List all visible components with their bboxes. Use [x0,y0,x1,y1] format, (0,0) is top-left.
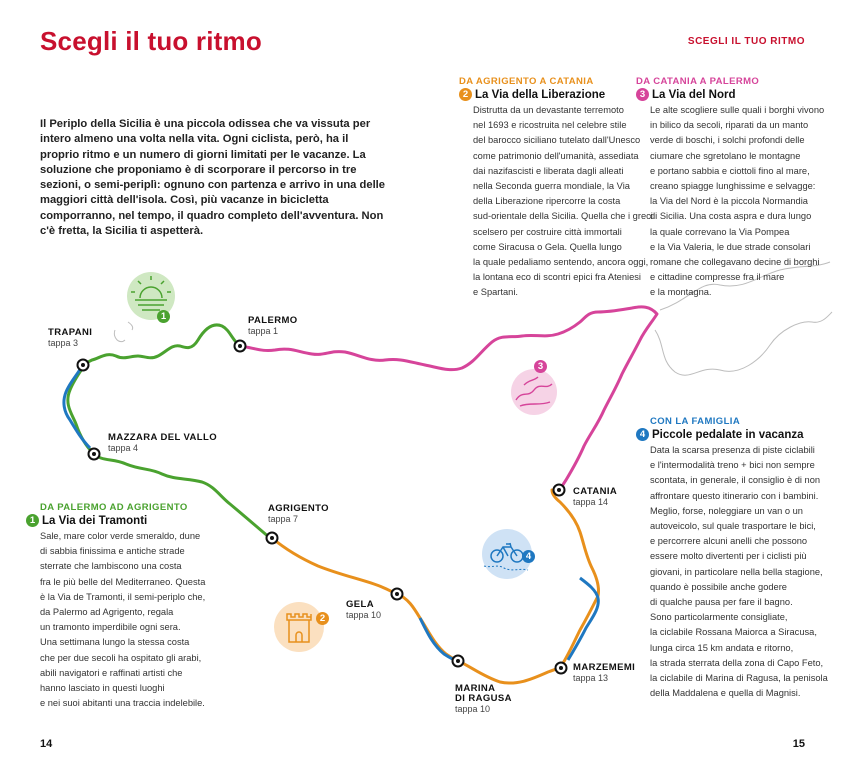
section-body-line: scelsero per costruire città immortali [473,226,622,237]
section-body-line: da Palermo ad Agrigento, regala [40,607,174,618]
section-title: 1 La Via dei Tramonti [26,514,226,527]
section-number-badge: 1 [26,514,39,527]
section-body-line: e nei suoi abitanti una traccia indelebile. [40,698,205,709]
section-title: 3 La Via del Nord [636,88,836,101]
map-badge-2: 2 [316,612,329,625]
section-kicker: DA PALERMO AD AGRIGENTO [40,502,188,513]
intro-paragraph: Il Periplo della Sicilia è una piccola odissea che va vissuta per intero almeno una volta nella vita. Ogni ciclista, però, ha il proprio ritmo e un numero di giorni limitati per le vacanze. La soluzione che proponiamo è di scorporare il percorso in tre sezioni, o semi-periplì: ognuno con partenza e arrivo in una delle maggiori città dell'isola. Così, più vacanze in bicicletta comporranno, nel tempo, il quadro completo dell'avventura. Non c'è fretta, la Sicilia ti aspetterà. [40,118,386,238]
section-body-line: come Siracusa o Gela. Quella lungo [473,241,622,252]
section-body-line: sterrate che lambiscono una costa [40,561,182,572]
section-body-line: e percorrere alcuni anelli che possono [650,536,808,547]
section-body-line: e l'intermodalità treno + bici non sempre [650,460,815,471]
section-body-line: è la Via de Tramonti, il semi-periplo che, [40,591,206,602]
section-body-line: Sale, mare color verde smeraldo, dune [40,531,201,541]
section-body-line: in bilico da secoli, riparati da un manto [650,120,809,131]
running-head: SCEGLI IL TUO RITMO [687,36,805,47]
calabria-coastline-south [655,312,832,375]
section-body-line: verde di boschi, i solchi profondi delle [650,135,805,146]
section-body-line: Le alte scogliere sulle quali i borghi vivono [650,105,825,115]
section-body-line: e cittadine compresse fra il mare [650,272,785,283]
section-title: 2 La Via della Liberazione [459,88,634,101]
section-body-line: del barocco siciliano tutelato dall'Unesco [473,135,641,146]
section-via-del-nord [636,76,836,301]
city-label-palermo: PALERMO tappa 1 [248,315,298,336]
section-body-line: Sono particolarmente consigliate, [650,612,788,623]
section-body-line: come patrimonio dell'umanità, assediata [473,150,639,161]
city-label-gela: GELA tappa 10 [346,599,382,620]
map-badge-1: 1 [157,310,170,323]
section-piccole-pedalate [636,416,836,701]
section-number-badge: 3 [636,88,649,101]
section-title: 4 Piccole pedalate in vacanza [636,428,836,441]
section-kicker: CON LA FAMIGLIA [650,416,741,427]
section-body-line: e Spartani. [473,287,518,298]
section-body-line: un tramonto imperdibile ogni sera. [40,622,181,633]
section-body-line: e la montagna. [650,287,712,298]
section-body-line: la lontana eco di scontri epici fra Ateniesi [473,272,641,283]
section-body-line: creano spiagge lunghissime e selvagge: [650,181,816,192]
section-body-line: abili navigatori e raffinati artisti che [40,667,183,678]
section-via-dei-tramonti [26,502,226,711]
section-body-line: della Maddalena e quella di Magnisi. [650,688,801,699]
egadi-islands [114,322,132,342]
section-body-line: e portano sabbia e ciottoli fino al mare, [650,165,810,176]
section-body [26,529,226,711]
section-body-line: la ciclabile Rossana Maiorca a Siracusa, [650,627,817,638]
section-body-line: autoveicolo, sul quale trasportare le bici, [650,521,816,532]
section-body-line: affrontare questo itinerario con i bambini. [650,490,819,501]
section-number-badge: 2 [459,88,472,101]
section-body-line: di Sicilia. Una costa aspra e dura lungo [650,211,812,222]
city-label-trapani: TRAPANI tappa 3 [48,327,93,348]
section-body-line: fra le più belle del Mediterraneo. Questa [40,576,206,587]
section-body [636,443,836,701]
section-body-line: della Liberazione ripercorre la costa [473,196,621,207]
section-body-line: dai nazifascisti e liberata dagli alleati [473,165,624,176]
section-kicker: DA CATANIA A PALERMO [636,76,760,87]
section-body-line: Distrutta da un devastante terremoto [473,105,624,115]
section-body-line: nel 1693 e ricostruita nel celebre stile [473,120,627,131]
map-badge-3: 3 [534,360,547,373]
city-label-marina-di-ragusa: MARINA DI RAGUSA tappa 10 [455,683,512,714]
section-number-badge: 4 [636,428,649,441]
section-body-line: che per due secoli ha ospitato gli arabi, [40,652,202,663]
city-label-marzememi: MARZEMEMI tappa 13 [573,662,636,683]
page-number-right: 15 [792,738,805,750]
section-body-line: la quale correvano la Via Pompea [650,226,790,237]
section-body [636,103,836,301]
section-body-line: la quale pedaliamo sentendo, ancora oggi, [473,257,649,268]
section-via-della-liberazione [459,76,653,301]
section-body-line: giovani, in particolare nella bella stagione, [650,566,823,577]
section-body-line: quando è possibile anche godere [650,581,787,592]
section-body-line: la strada sterrata della zona di Capo Feto, [650,657,824,668]
section-body-line: scontata, in generale, il consiglio è di non [650,475,821,486]
city-label-mazzara: MAZZARA DEL VALLO tappa 4 [108,432,218,453]
section-body [459,103,653,301]
section-body-line: la ciclabile di Marina di Ragusa, la penisola [650,673,828,684]
city-label-agrigento: AGRIGENTO tappa 7 [268,503,329,524]
castle-tower-icon [274,602,324,652]
section-body-line: Data la scarsa presenza di piste ciclabili [650,445,815,455]
section-body-line: lunga circa 15 km andata e ritorno, [650,642,794,653]
section-body-line: romane che collegavano decine di borghi [650,257,820,268]
section-body-line: di sabbia finissima e antiche strade [40,546,185,557]
section-body-line: la Via del Nord è la piccola Normandia [650,196,808,207]
section-body-line: hanno lasciato in questi luoghi [40,683,165,694]
section-body-line: di qualche pausa per fare il bagno. [650,597,793,608]
route-via-del-nord [240,307,657,492]
mountain-road-icon [511,369,557,415]
city-label-catania: CATANIA tappa 14 [573,486,618,507]
map-badge-4: 4 [522,550,535,563]
page-title: Scegli il tuo ritmo [40,26,262,56]
section-kicker: DA AGRIGENTO A CATANIA [459,76,594,87]
section-body-line: essere molto divertenti per i ciclisti più [650,551,807,562]
section-body-line: sud-orientale della Sicilia. Quella che i greci [473,211,653,222]
section-body-line: ciumare che sgretolano le montagne [650,150,801,161]
section-body-line: e la Via Valeria, le due strade consolari [650,241,811,252]
section-body-line: Meglio, forse, noleggiare un van o un [650,505,803,516]
section-body-line: nella Seconda guerra mondiale, la Via [473,181,630,192]
section-body-line: Una settimana lungo la stessa costa [40,637,190,648]
page-number-left: 14 [40,738,53,750]
